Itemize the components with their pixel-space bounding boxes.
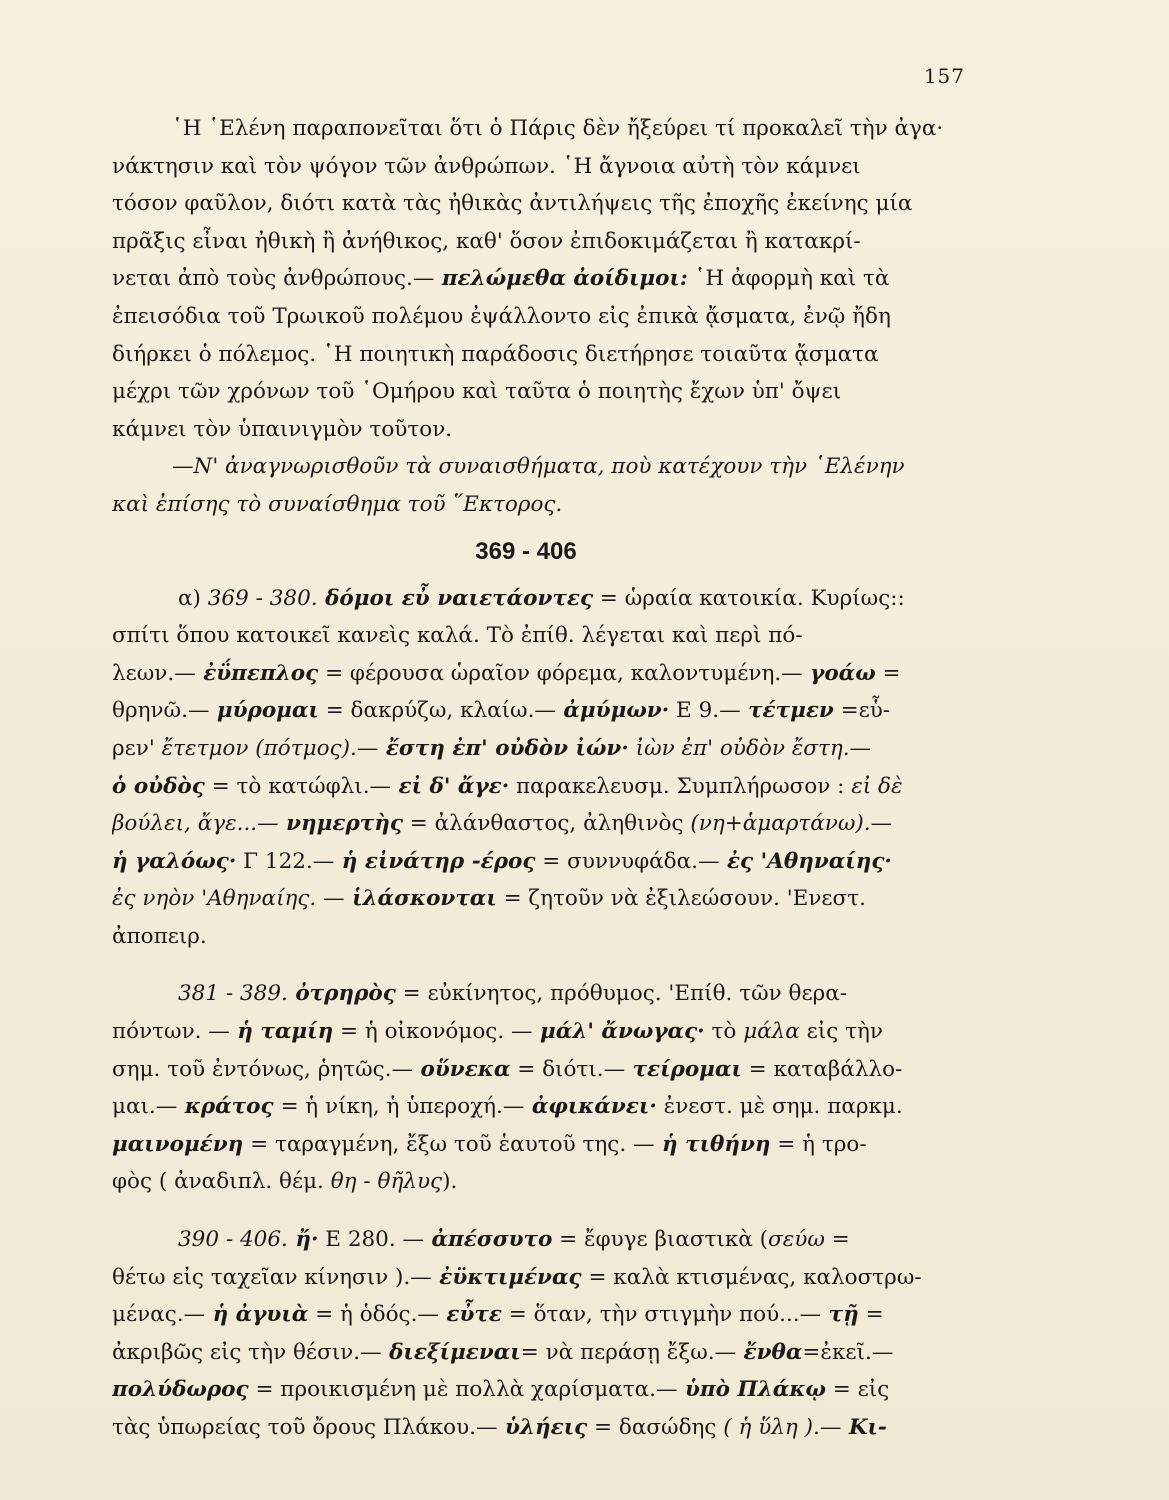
text-run: = τὸ κατώφλι.—	[204, 773, 392, 799]
lemma: ἀφικάνει·	[524, 1094, 657, 1120]
text-run: ( ἡ ὕλη ).—	[716, 1415, 842, 1440]
text-line	[112, 692, 960, 730]
lemma: τῇ	[821, 1302, 859, 1328]
text-line	[112, 336, 960, 374]
text-run: ῾Η ῾Ελένη παραπονεῖται ὅτι ὁ Πάρις δὲν ἤξεύρει τί προκαλεῖ τὴν ἀγα·	[172, 116, 944, 141]
text-run: θέτω εἰς ταχεῖαν κίνησιν ).—	[112, 1264, 432, 1290]
text-run: ἐνεστ. μὲ σημ. παρκμ.	[656, 1094, 903, 1120]
text-run: Ε 280. —	[318, 1227, 425, 1253]
lemma: ἡ ταμίη	[229, 1019, 334, 1045]
text-run: =	[824, 1227, 850, 1253]
text-run: ἀποπειρ.	[112, 923, 207, 949]
text-run: Γ 122.—	[236, 848, 335, 874]
text-run: εἰ δὲ	[844, 773, 903, 799]
lemma: ἐς 'Αθηναίης·	[719, 848, 892, 874]
text-line	[112, 260, 960, 298]
text-run: = ὅταν, τὴν στιγμὴν πού...—	[501, 1302, 822, 1328]
text-line	[112, 185, 960, 223]
text-line	[112, 1334, 960, 1372]
text-run: = ἡ ὁδός.—	[308, 1302, 439, 1328]
text-run: =εὗ-	[833, 698, 891, 724]
text-line	[112, 918, 960, 956]
lemma: ἡ τιθήνη	[654, 1131, 771, 1157]
lemma: ἤ·	[287, 1227, 319, 1253]
text-run: νεται ἀπὸ τοὺς ἀνθρώπους.—	[112, 266, 435, 292]
lemma: εὖτε	[438, 1302, 502, 1328]
text-run: παρακελευσμ. Συμπλήρωσον :	[509, 773, 845, 799]
text-run: =ἐκεῖ.—	[802, 1339, 894, 1365]
text-run: ἐς νηὸν 'Αθηναίης.	[112, 886, 317, 912]
text-run: = ἡ οἰκονόμος. —	[333, 1019, 533, 1045]
text-run: ῾Η ἀφορμὴ καὶ τὰ	[687, 266, 890, 292]
lemma: ὑλήεις	[497, 1415, 588, 1440]
text-run: μάλα	[736, 1019, 800, 1045]
verse-range: 381 - 389.	[178, 981, 288, 1007]
lemma: τέτμεν	[740, 698, 834, 724]
text-run: πόντων. —	[112, 1019, 230, 1045]
text-run: —Ν' ἀναγνωρισθοῦν τὰ συναισθήματα, ποὺ κατέχουν τὴν ῾Ελένην	[172, 454, 905, 480]
text-line	[112, 1051, 960, 1089]
text-line	[112, 373, 960, 411]
text-line	[112, 1296, 960, 1334]
text-run: ἀκριβῶς εἰς τὴν θέσιν.—	[112, 1339, 382, 1365]
lemma: δόμοι εὖ ναιετάοντες	[317, 585, 594, 611]
text-run: = ζητοῦν νὰ ἐξιλεώσουν. 'Ενεστ.	[496, 886, 866, 912]
lemma: μαινομένη	[112, 1131, 244, 1157]
text-run: διήρκει ὁ πόλεμος. ῾Η ποιητικὴ παράδοσις διετήρησε τοιαῦτα ᾄσματα	[112, 341, 879, 367]
text-run: ).	[442, 1169, 458, 1195]
text-run: ἰὼν ἐπ' οὐδὸν ἔστη.—	[628, 735, 872, 761]
text-line	[112, 298, 960, 336]
text-line	[112, 1088, 960, 1126]
text-run: θρηνῶ.—	[112, 698, 210, 724]
text-line	[112, 411, 960, 449]
lemma: ὁ οὐδὸς	[112, 773, 205, 799]
text-run: (νη+ἁμαρτάνω).—	[683, 811, 893, 837]
lemma: ἐϋκτιμένας	[431, 1264, 582, 1290]
lemma: οὕνεκα	[413, 1056, 511, 1082]
text-run: = δασώδης	[587, 1415, 717, 1440]
lemma: μάλ' ἄνωγας·	[532, 1019, 705, 1045]
text-line	[112, 843, 960, 881]
page-number: 157	[923, 64, 965, 88]
text-line	[112, 148, 960, 186]
text-line	[112, 1221, 960, 1259]
lemma: τείρομαι	[625, 1056, 742, 1082]
text-run: = διότι.—	[510, 1056, 626, 1082]
text-line	[112, 1013, 960, 1051]
text-run: = δακρύζω, κλαίω.—	[318, 698, 556, 724]
text-run: τὰς ὑπωρείας τοῦ ὄρους Πλάκου.—	[112, 1415, 498, 1440]
text-run: = συννυφάδα.—	[535, 848, 720, 874]
lemma: ἱλάσκονται	[344, 886, 497, 912]
text-run: κάμνει τὸν ὑπαινιγμὸν τοῦτον.	[112, 416, 453, 442]
text-run: =	[858, 1302, 884, 1328]
text-run: = ἡ νίκη, ἡ ὑπεροχή.—	[273, 1094, 525, 1120]
lemma: ἡ ἀγυιὰ	[205, 1302, 309, 1328]
text-run: σπίτι ὅπου κατοικεῖ κανεὶς καλά. Τὸ ἐπίθ. λέγεται καὶ περὶ πό-	[112, 623, 803, 649]
text-run: σεύω	[768, 1227, 825, 1253]
text-line	[112, 805, 960, 843]
text-run: λεων.—	[112, 660, 196, 686]
lemma: κράτος	[177, 1094, 274, 1120]
text-run: μαι.—	[112, 1094, 178, 1120]
text-line	[112, 617, 960, 655]
text-line	[112, 655, 960, 693]
text-line	[112, 1259, 960, 1297]
section-heading: 369 - 406	[475, 537, 577, 565]
text-run: = νὰ περάσῃ ἔξω.—	[520, 1339, 737, 1365]
text-line	[112, 1163, 960, 1201]
text-line	[112, 768, 960, 806]
lemma: ἡ γαλόως·	[112, 848, 237, 874]
text-run: ἔτετμον (πότμος).—	[154, 735, 379, 761]
question-line	[112, 448, 960, 486]
lemma: ἀμύμων·	[555, 698, 670, 724]
text-line	[112, 1371, 960, 1409]
text-run: ρεν'	[112, 735, 155, 761]
text-run: = προικισμένη μὲ πολλὰ χαρίσματα.—	[248, 1377, 678, 1403]
text-run: = ταραγμένη, ἔξω τοῦ ἑαυτοῦ της. —	[243, 1131, 655, 1157]
lemma: ἡ εἰνάτηρ -έρος	[334, 848, 536, 874]
text-run: μέχρι τῶν χρόνων τοῦ ῾Ομήρου καὶ ταῦτα ὁ ποιητὴς ἔχων ὑπ' ὄψει	[112, 379, 842, 405]
text-line	[112, 975, 960, 1013]
text-run: φὸς ( ἀναδιπλ. θέμ.	[112, 1169, 324, 1195]
text-run: = φέρουσα ὡραῖον φόρεμα, καλοντυμένη.—	[318, 660, 803, 686]
text-line	[112, 580, 960, 618]
text-run: ἐπεισόδια τοῦ Τρωικοῦ πολέμου ἐψάλλοντο εἰς ἐπικὰ ᾄσματα, ἐνῷ ἤδη	[112, 303, 891, 329]
lemma: ἐΰπεπλος	[195, 660, 319, 686]
lemma: ἔστη ἐπ' οὐδὸν ἰών·	[378, 735, 629, 761]
lemma: ἔνθα	[736, 1339, 803, 1365]
text-run: = ἡ τρο-	[770, 1131, 867, 1157]
lemma: ὀτρηρὸς	[287, 981, 396, 1007]
verse-range: 390 - 406.	[178, 1227, 288, 1253]
text-run: εἰς τὴν	[799, 1019, 883, 1045]
text-run: = ἔφυγε βιαστικὰ (	[552, 1227, 769, 1253]
text-run: καὶ ἐπίσης τὸ συναίσθημα τοῦ ῞Εκτορος.	[112, 491, 563, 517]
text-line	[112, 1409, 960, 1447]
text-line	[112, 223, 960, 261]
text-run: Ε 9.—	[669, 698, 741, 724]
text-run: —	[316, 886, 345, 912]
lemma: Κι-	[841, 1415, 887, 1440]
text-run: πρᾶξις εἶναι ἠθικὴ ἢ ἀνήθικος, καθ' ὅσον ἐπιδοκιμάζεται ἢ κατακρί-	[112, 228, 861, 254]
text-run: = ἀλάνθαστος, ἀληθινὸς	[402, 811, 684, 837]
text-run: μένας.—	[112, 1302, 206, 1328]
text-run: α)	[178, 585, 201, 611]
lemma: εἰ δ' ἄγε·	[391, 773, 510, 799]
text-run: =	[875, 660, 901, 686]
text-line	[112, 110, 960, 148]
lemma: πελώμεθα ἀοίδιμοι:	[434, 266, 688, 292]
text-run: = ὡραία κατοικία. Κυρίως::	[593, 585, 905, 611]
text-run: βούλει, ἄγε...—	[112, 811, 279, 837]
text-line	[112, 1126, 960, 1164]
page-body	[112, 110, 960, 1447]
lemma: νημερτὴς	[278, 811, 403, 837]
text-run: θη - θῆλυς	[323, 1169, 443, 1195]
lemma: μύρομαι	[209, 698, 319, 724]
lemma: γοάω	[802, 660, 876, 686]
verse-range: 369 - 380.	[200, 585, 318, 611]
text-run: = καταβάλλο-	[741, 1056, 903, 1082]
text-run: νάκτησιν καὶ τὸν ψόγον τῶν ἀνθρώπων. ῾Η ἄγνοια αὐτὴ τὸν κάμνει	[112, 153, 861, 179]
text-run: τόσον φαῦλον, διότι κατὰ τὰς ἠθικὰς ἀντιλήψεις τῆς ἐποχῆς ἐκείνης μία	[112, 191, 913, 217]
lemma: πολύδωρος	[112, 1377, 249, 1403]
text-run: σημ. τοῦ ἐντόνως, ῥητῶς.—	[112, 1056, 414, 1082]
text-line	[112, 880, 960, 918]
text-run: τὸ	[704, 1019, 737, 1045]
text-line	[112, 730, 960, 768]
text-run: = εὐκίνητος, πρόθυμος. 'Επίθ. τῶν θερα-	[395, 981, 848, 1007]
lemma: ἀπέσσυτο	[424, 1227, 553, 1253]
lemma: διεξίμεναι	[381, 1339, 521, 1365]
text-run: = εἰς	[825, 1377, 890, 1403]
question-line	[112, 486, 960, 524]
text-run: = καλὰ κτισμένας, καλοστρω-	[581, 1264, 922, 1290]
lemma: ὑπὸ Πλάκῳ	[677, 1377, 826, 1403]
